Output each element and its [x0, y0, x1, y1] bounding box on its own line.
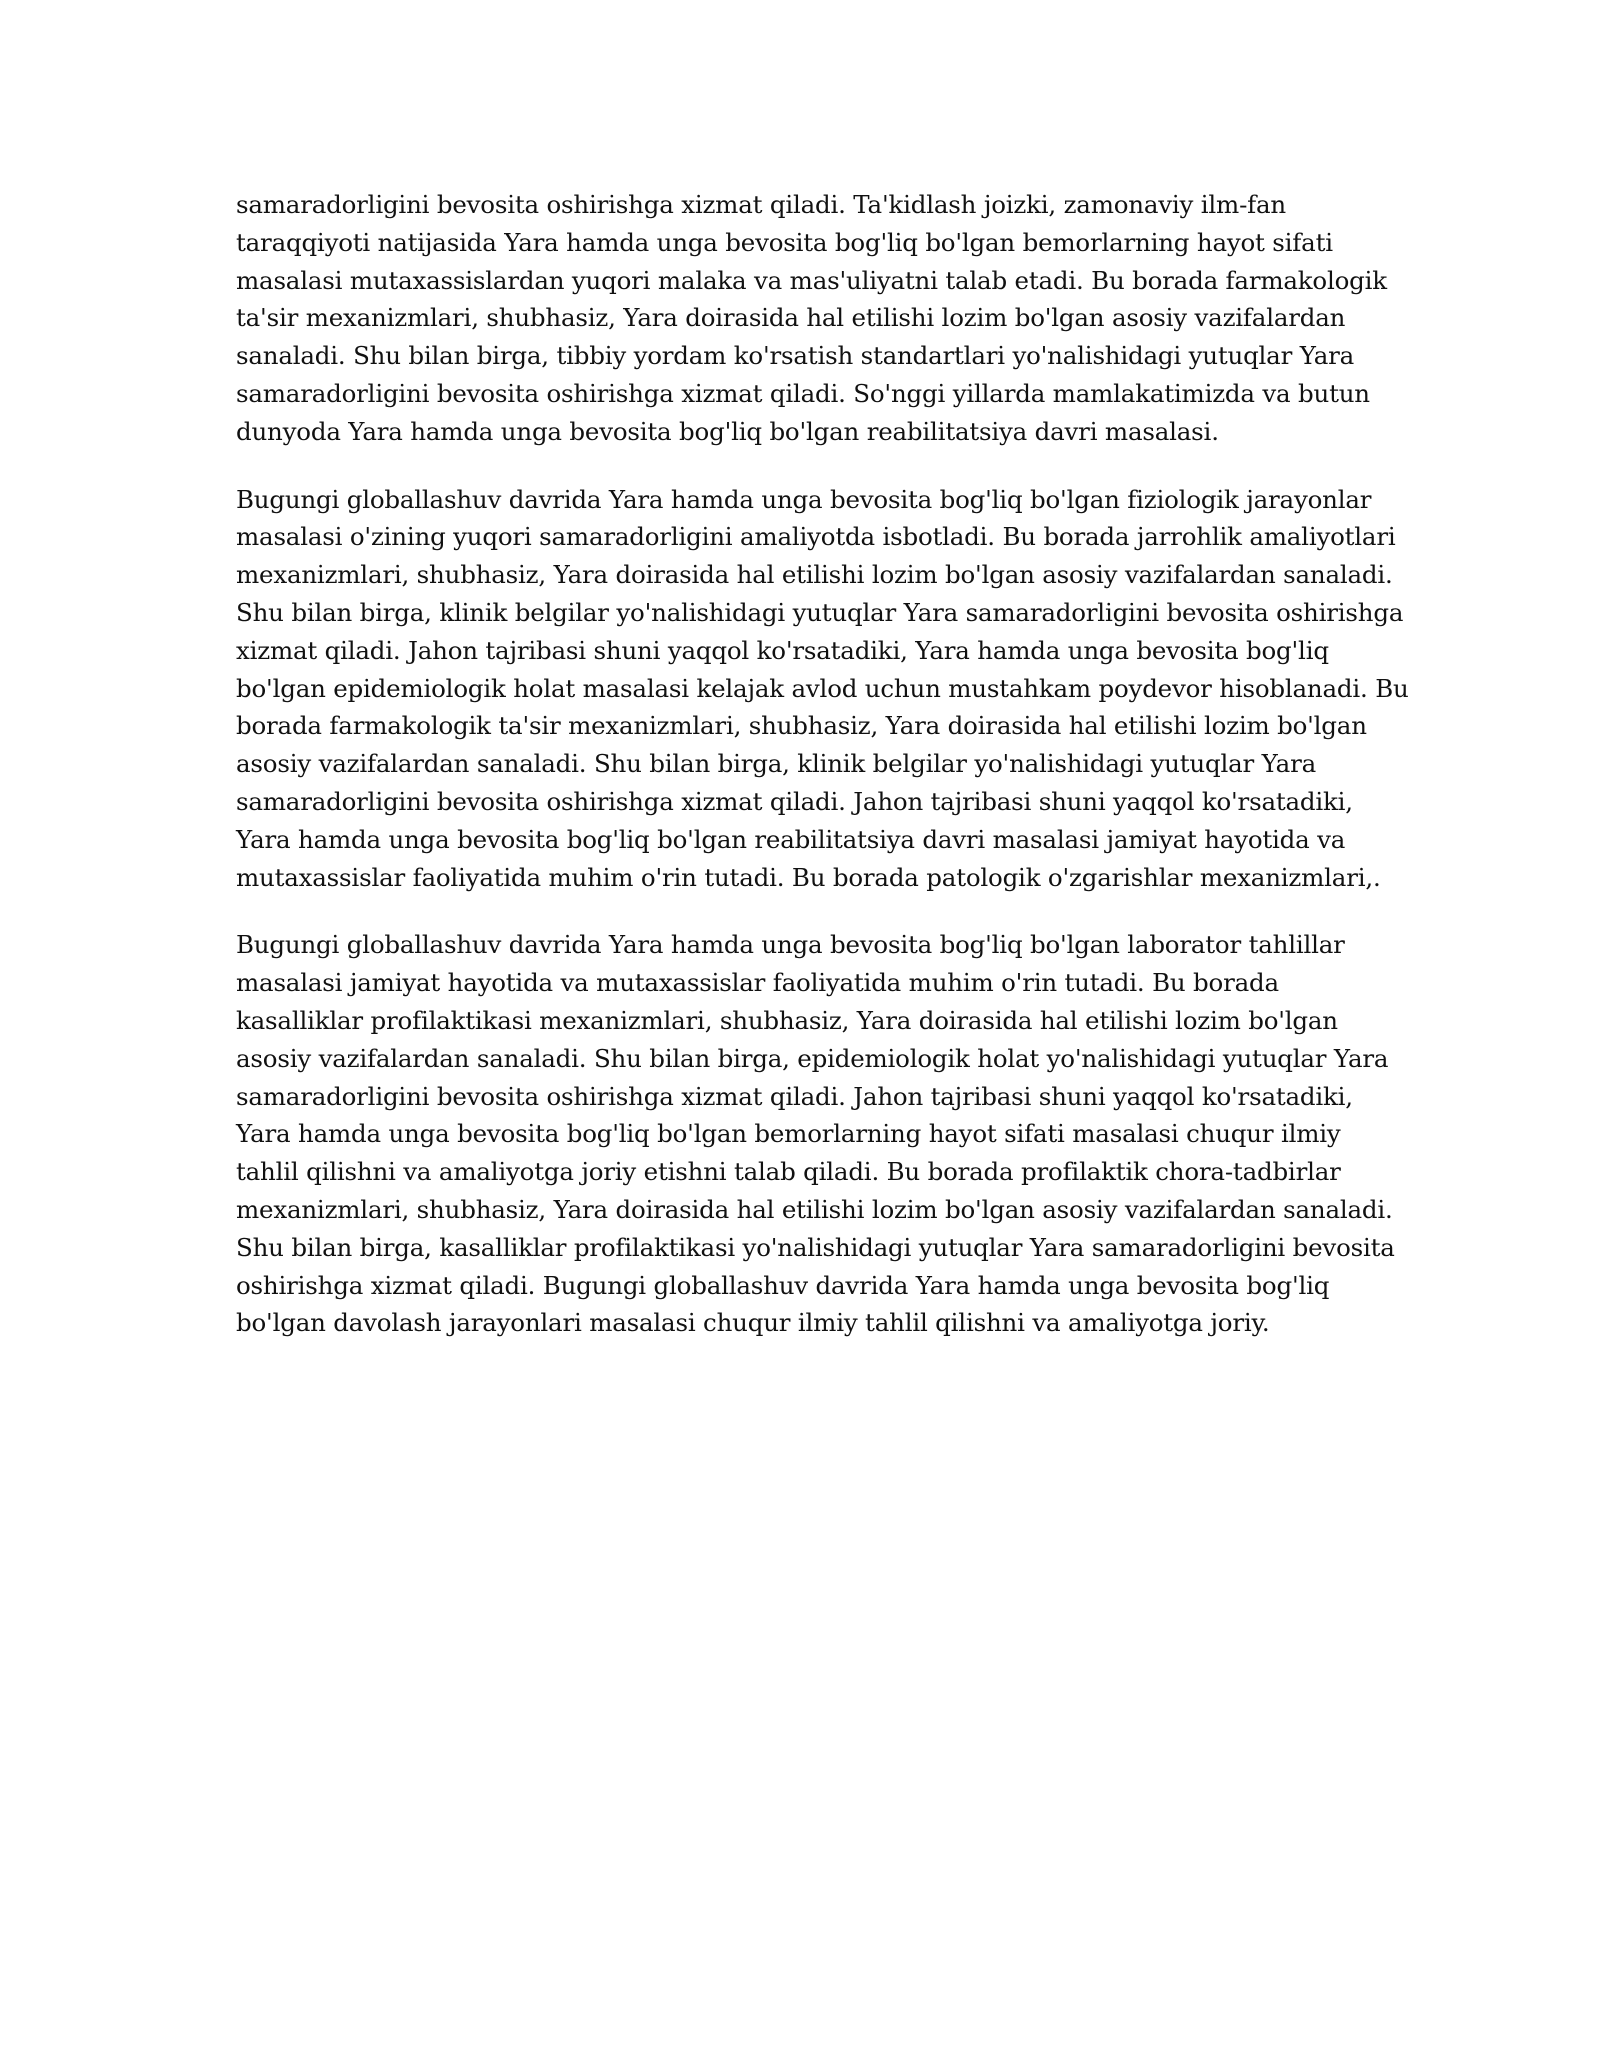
- text-line: asosiy vazifalardan sanaladi. Shu bilan birga, klinik belgilar yo'nalishidagi yutuqlar Yara: [236, 749, 1316, 779]
- text-line: masalasi mutaxassislardan yuqori malaka va mas'uliyatni talab etadi. Bu borada farmakologik: [236, 265, 1387, 295]
- text-line: sanaladi. Shu bilan birga, tibbiy yordam ko'rsatish standartlari yo'nalishidagi yutuqlar Yara: [236, 341, 1355, 371]
- text-line: samaradorligini bevosita oshirishga xizmat qiladi. So'nggi yillarda mamlakatimizda va butun: [236, 378, 1370, 408]
- text-line: bo'lgan davolash jarayonlari masalasi chuqur ilmiy tahlil qilishni va amaliyotga joriy.: [236, 1308, 1270, 1338]
- text-line: Shu bilan birga, klinik belgilar yo'nalishidagi yutuqlar Yara samaradorligini bevosita oshirishga: [236, 597, 1404, 627]
- text-line: samaradorligini bevosita oshirishga xizmat qiladi. Ta'kidlash joizki, zamonaviy ilm-fan: [236, 190, 1287, 219]
- text-line: mexanizmlari, shubhasiz, Yara doirasida hal etilishi lozim bo'lgan asosiy vazifalardan sanaladi.: [236, 1194, 1393, 1224]
- text-line: ta'sir mexanizmlari, shubhasiz, Yara doirasida hal etilishi lozim bo'lgan asosiy vazifalardan: [236, 303, 1346, 333]
- text-line: xizmat qiladi. Jahon tajribasi shuni yaqqol ko'rsatadiki, Yara hamda unga bevosita bog'liq: [236, 635, 1329, 665]
- text-line: Bugungi globallashuv davrida Yara hamda unga bevosita bog'liq bo'lgan fiziologik jarayonlar: [236, 484, 1372, 514]
- paragraph-2: [236, 481, 1409, 897]
- text-line: Yara hamda unga bevosita bog'liq bo'lgan reabilitatsiya davri masalasi jamiyat hayotida va: [236, 824, 1346, 854]
- text-line: masalasi o'zining yuqori samaradorligini amaliyotda isbotladi. Bu borada jarrohlik amaliyotlari: [236, 522, 1396, 552]
- text-line: borada farmakologik ta'sir mexanizmlari, shubhasiz, Yara doirasida hal etilishi lozim bo'lgan: [236, 711, 1367, 741]
- text-line: bo'lgan epidemiologik holat masalasi kelajak avlod uchun mustahkam poydevor hisoblanadi. Bu: [236, 673, 1409, 703]
- text-line: Bugungi globallashuv davrida Yara hamda unga bevosita bog'liq bo'lgan laborator tahlillar: [236, 930, 1345, 960]
- text-line: mexanizmlari, shubhasiz, Yara doirasida hal etilishi lozim bo'lgan asosiy vazifalardan sanaladi.: [236, 560, 1393, 590]
- text-line: masalasi jamiyat hayotida va mutaxassislar faoliyatida muhim o'rin tutadi. Bu borada: [236, 968, 1279, 998]
- text-line: tahlil qilishni va amaliyotga joriy etishni talab qiladi. Bu borada profilaktik chora-tadbirlar: [236, 1157, 1341, 1187]
- paragraph-1: [236, 186, 1386, 451]
- text-line: mutaxassislar faoliyatida muhim o'rin tutadi. Bu borada patologik o'zgarishlar mexanizmlari,.: [236, 862, 1381, 892]
- body-text: [236, 186, 1409, 1372]
- text-line: Yara hamda unga bevosita bog'liq bo'lgan bemorlarning hayot sifati masalasi chuqur ilmiy: [236, 1119, 1341, 1149]
- text-line: dunyoda Yara hamda unga bevosita bog'liq bo'lgan reabilitatsiya davri masalasi.: [236, 416, 1219, 446]
- paragraph-3: [236, 926, 1395, 1342]
- text-line: asosiy vazifalardan sanaladi. Shu bilan birga, epidemiologik holat yo'nalishidagi yutuqlar Yara: [236, 1043, 1389, 1073]
- text-line: kasalliklar profilaktikasi mexanizmlari, shubhasiz, Yara doirasida hal etilishi lozim bo'lgan: [236, 1005, 1338, 1035]
- text-line: samaradorligini bevosita oshirishga xizmat qiladi. Jahon tajribasi shuni yaqqol ko'rsatadiki,: [236, 786, 1353, 816]
- text-line: taraqqiyoti natijasida Yara hamda unga bevosita bog'liq bo'lgan bemorlarning hayot sifati: [236, 227, 1333, 257]
- text-line: samaradorligini bevosita oshirishga xizmat qiladi. Jahon tajribasi shuni yaqqol ko'rsatadiki,: [236, 1081, 1353, 1111]
- text-line: oshirishga xizmat qiladi. Bugungi globallashuv davrida Yara hamda unga bevosita bog'liq: [236, 1270, 1330, 1300]
- text-line: Shu bilan birga, kasalliklar profilaktikasi yo'nalishidagi yutuqlar Yara samaradorligini bevosita: [236, 1232, 1395, 1262]
